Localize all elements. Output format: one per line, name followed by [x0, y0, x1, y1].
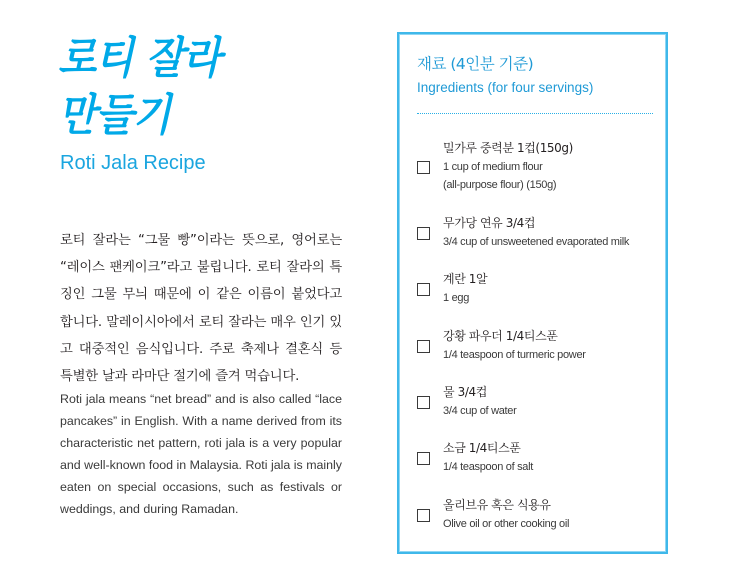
dotted-divider [417, 113, 653, 114]
ingredient-checkbox-water[interactable] [417, 396, 430, 409]
ingredient-checkbox-flour[interactable] [417, 161, 430, 174]
ingredient-name-korean: 강황 파우더 1/4티스푼 [443, 329, 558, 343]
ingredient-checkbox-egg[interactable] [417, 283, 430, 296]
ingredient-name-english: 1 egg [443, 292, 470, 304]
ingredient-checkbox-turmeric[interactable] [417, 340, 430, 353]
page-title-line-2: 만들기 [58, 90, 171, 141]
ingredients-heading-korean: 재료 (4인분 기준) [417, 55, 534, 73]
ingredient-name-english: 1/4 teaspoon of turmeric power [443, 349, 586, 361]
ingredient-name-english: Olive oil or other cooking oil [443, 518, 570, 530]
ingredient-name-korean: 밀가루 중력분 1컵(150g) [443, 141, 573, 155]
page-title [58, 30, 220, 144]
ingredient-checkbox-salt[interactable] [417, 452, 430, 465]
ingredients-heading-english: Ingredients (for four servings) [417, 80, 594, 95]
page-subtitle: Roti Jala Recipe [60, 152, 206, 174]
ingredient-name-korean: 올리브유 혹은 식용유 [443, 498, 551, 512]
intro-korean-paragraph: 로티 잘라는 “그물 빵”이라는 뜻으로, 영어로는 “레이스 팬케이크”라고 불립니다. 로티 잘라의 특징인 그물 무늬 때문에 이 같은 이름이 붙었다고 합니다. 말레이시아에서 로티 잘라는 매우 인기 있고 대중적인 음식입니다. 주로 축제나 결혼식 등 특별한 날과 라마단 절기에 즐겨 먹습니다. [60, 233, 342, 385]
ingredient-name-english: 3/4 cup of unsweetened evaporated milk [443, 236, 630, 248]
page-title-line-1: 로티 잘라 [58, 33, 221, 84]
ingredient-name-korean: 무가당 연유 3/4컵 [443, 216, 536, 230]
ingredient-name-english-line-2: (all-purpose flour) (150g) [443, 179, 557, 191]
ingredient-name-english: 3/4 cup of water [443, 405, 517, 417]
ingredients-box [397, 32, 668, 554]
ingredient-checkbox-oil[interactable] [417, 509, 430, 522]
ingredient-name-korean: 계란 1알 [443, 272, 488, 286]
ingredient-name-english: 1 cup of medium flour [443, 161, 543, 173]
intro-english-paragraph: Roti jala means “net bread” and is also called “lace pancakes” in English. With a name derived from its characteristic net pattern, roti jala is a very popular and well-known food in Malaysia. Roti jala is mainly eaten on special occasions, such as festivals or weddings, and during Ramadan. [60, 392, 342, 516]
ingredient-name-korean: 소금 1/4티스푼 [443, 441, 521, 455]
ingredient-name-english: 1/4 teaspoon of salt [443, 461, 534, 473]
ingredient-name-korean: 물 3/4컵 [443, 385, 487, 399]
ingredient-checkbox-evaporated-milk[interactable] [417, 227, 430, 240]
